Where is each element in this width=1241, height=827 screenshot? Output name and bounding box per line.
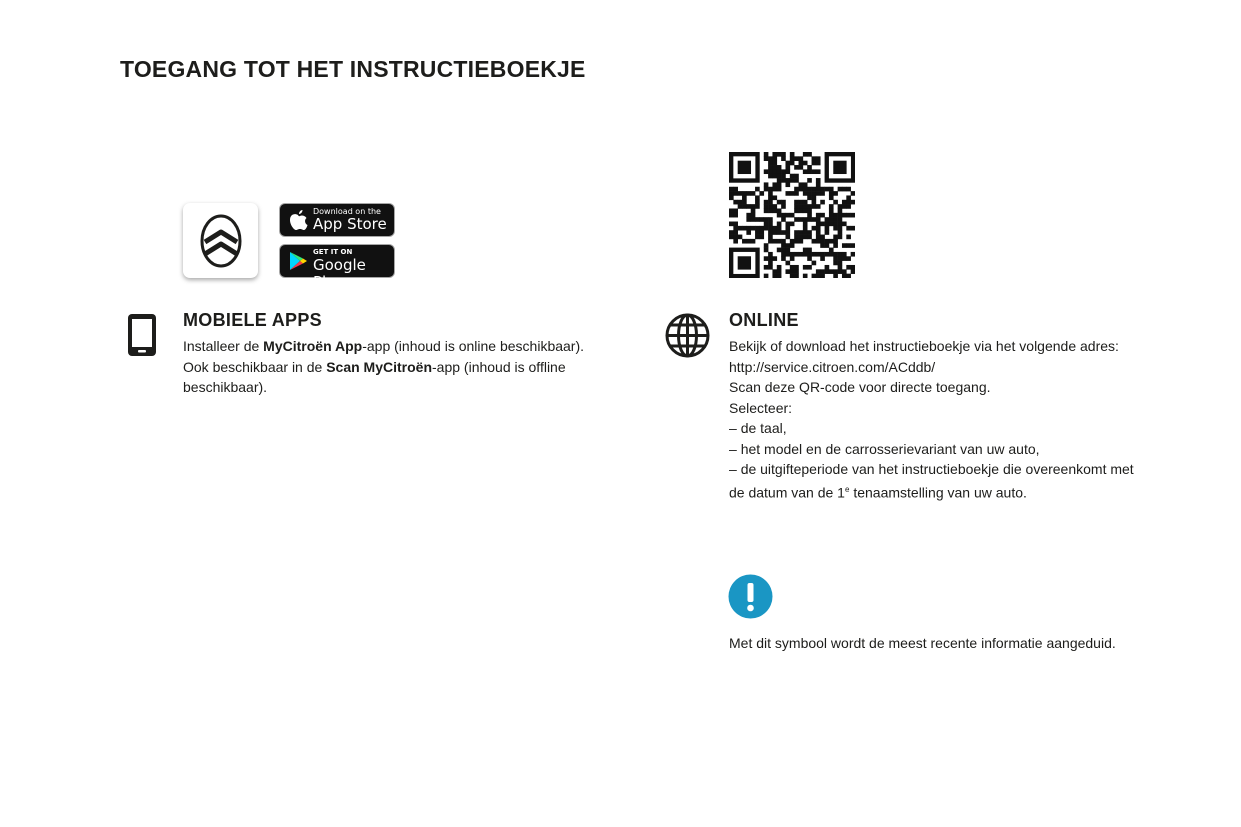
- mycitroen-app-tile[interactable]: [183, 203, 258, 278]
- mobile-line-3: beschikbaar).: [183, 379, 268, 395]
- scan-mycitroen-app-name: Scan MyCitroën: [326, 358, 433, 375]
- google-play-small-text: GET IT ON: [313, 248, 353, 256]
- online-line-3: Scan deze QR-code voor directe toegang.: [729, 379, 991, 395]
- online-text: [729, 336, 1174, 503]
- mycitroen-app-name: MyCitroën App: [263, 338, 363, 354]
- google-play-big-text: Google Play: [313, 256, 366, 291]
- mobile-apps-text: [183, 336, 613, 398]
- app-store-big-text: App Store: [313, 215, 387, 233]
- online-line-4: Selecteer:: [729, 399, 793, 416]
- mobile-line-2-pre: Ook beschikbaar in de: [183, 358, 327, 375]
- app-store-badge[interactable]: [279, 203, 395, 237]
- online-last-line: [729, 480, 1174, 503]
- mobile-line-2: [183, 357, 613, 378]
- online-line-1: Bekijk of download het instructieboekje via het volgende adres:: [729, 338, 1119, 354]
- info-text: Met dit symbool wordt de meest recente informatie aangeduid.: [729, 635, 1116, 651]
- online-heading: ONLINE: [729, 310, 799, 330]
- globe-icon: [665, 313, 710, 358]
- online-url-link[interactable]: http://service.citroen.com/ACddb/: [729, 358, 936, 375]
- mobile-apps-heading: MOBIELE APPS: [183, 310, 322, 330]
- smartphone-icon: [127, 313, 157, 357]
- online-bullet-1: – de taal,: [729, 418, 1174, 439]
- mobile-line-1-post: -app (inhoud is online beschikbaar).: [362, 338, 585, 354]
- app-store-small-text: Download on the: [313, 207, 381, 216]
- qr-code[interactable]: [729, 152, 855, 278]
- online-bullet-3: – de uitgifteperiode van het instructieboekje die overeenkomt met: [729, 459, 1174, 480]
- mobile-line-2-post: -app (inhoud is offline: [432, 358, 566, 375]
- google-play-icon: [288, 250, 308, 272]
- mobile-line-1-pre: Installeer de: [183, 338, 264, 354]
- google-play-badge[interactable]: [279, 244, 395, 291]
- citroen-logo-icon: [198, 213, 244, 269]
- page-title: TOEGANG TOT HET INSTRUCTIEBOEKJE: [120, 56, 586, 82]
- mobile-line-1: [183, 336, 613, 357]
- apple-icon: [288, 209, 308, 231]
- exclamation-icon: [728, 574, 773, 619]
- online-last-sup: e: [844, 484, 850, 494]
- online-bullet-2: – het model en de carrosserievariant van uw auto,: [729, 439, 1174, 460]
- online-last-post: tenaamstelling van uw auto.: [849, 484, 1027, 501]
- online-last-pre: de datum van de 1: [729, 484, 845, 501]
